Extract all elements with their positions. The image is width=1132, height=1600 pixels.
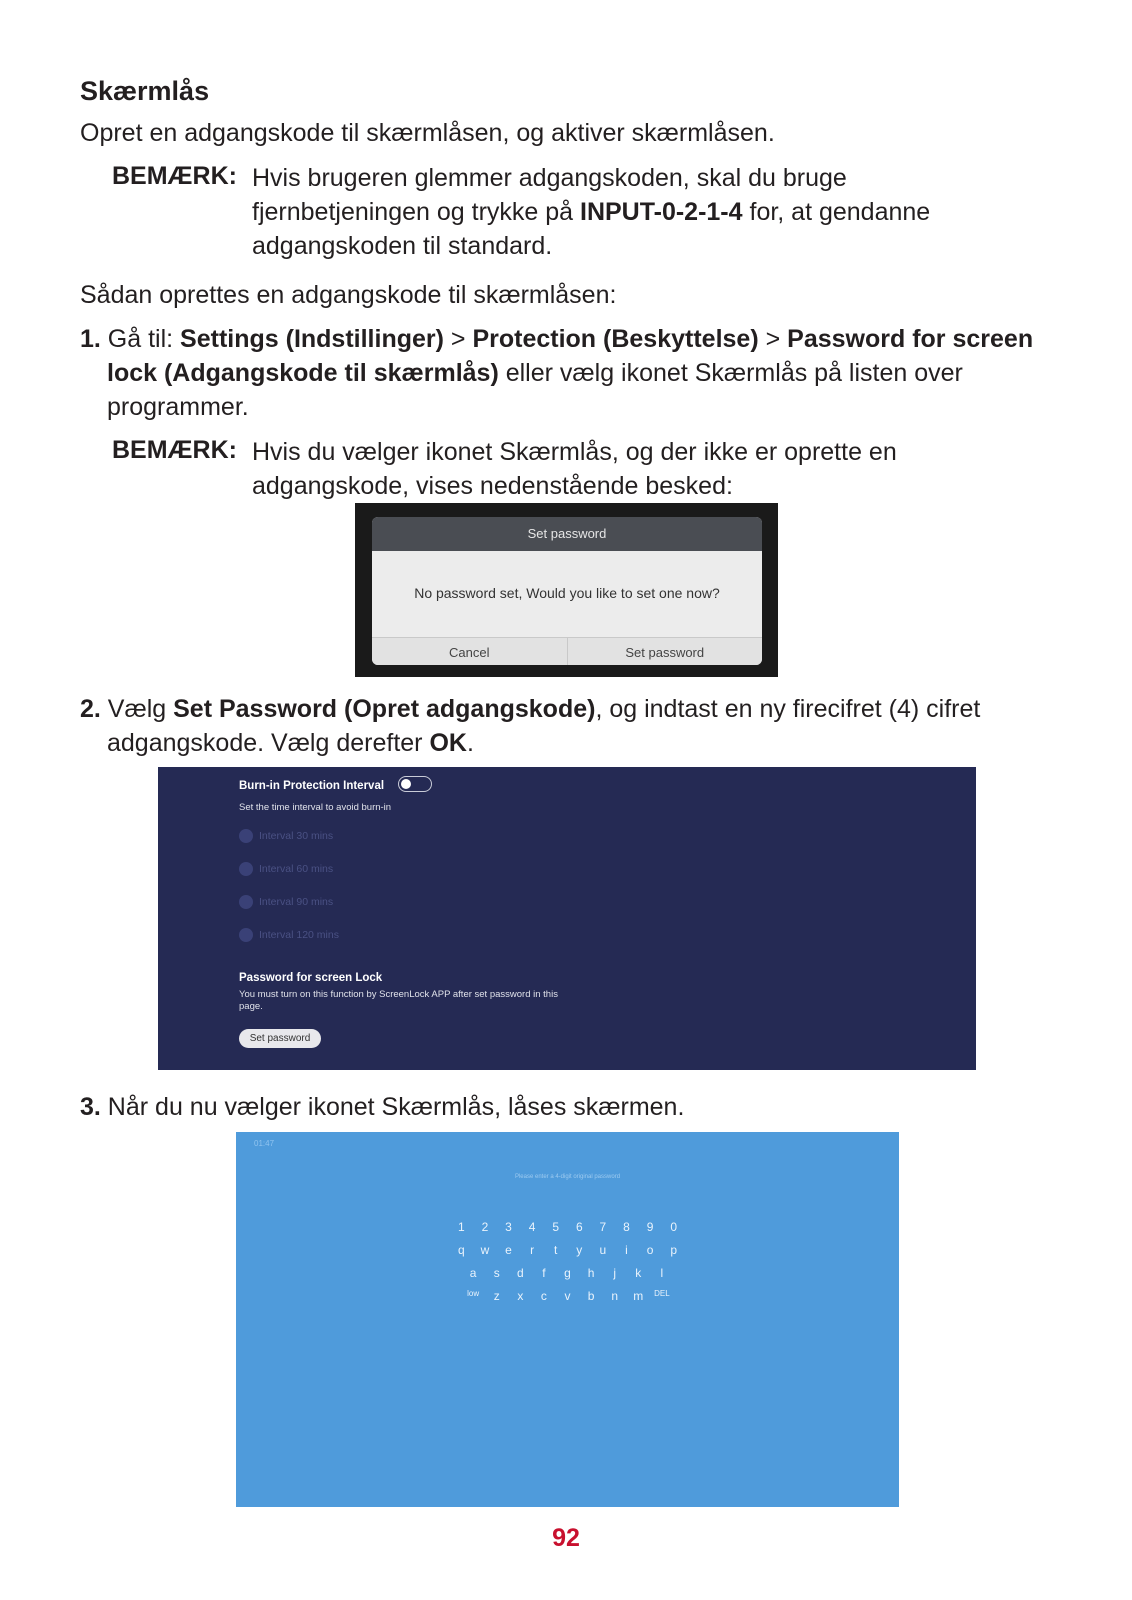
keyboard-key[interactable]: t [554, 1243, 558, 1257]
keyboard-key[interactable]: q [457, 1243, 465, 1257]
cancel-button[interactable]: Cancel [449, 645, 490, 660]
keyboard-key[interactable]: g [564, 1266, 571, 1280]
set-password-button[interactable]: Set password [239, 1029, 321, 1048]
page-number: 92 [552, 1524, 580, 1552]
note-text [252, 435, 897, 503]
burnin-title: Burn-in Protection Interval [239, 780, 385, 792]
radio-icon [239, 862, 253, 876]
keyboard-key[interactable]: DEL [654, 1289, 670, 1298]
keyboard-key[interactable]: 9 [646, 1220, 654, 1234]
step-text: > [758, 325, 788, 353]
interval-label: Interval 120 mins [259, 929, 339, 941]
step-text: Når du nu vælger ikonet Skærmlås, låses skærmen. [100, 1093, 685, 1121]
keyboard-row-digits [236, 1220, 899, 1234]
keyboard-key[interactable]: j [613, 1266, 617, 1280]
keyboard-key[interactable]: d [516, 1266, 524, 1280]
keyboard-key[interactable]: m [633, 1289, 644, 1303]
menu-path: lock (Adgangskode til skærmlås) [107, 359, 499, 387]
step-text: adgangskode. Vælg derefter [107, 729, 430, 757]
step-line [80, 726, 1080, 760]
keyboard-key[interactable]: u [599, 1243, 607, 1257]
clock: 01:47 [254, 1139, 275, 1148]
note-line: Hvis du vælger ikonet Skærmlås, og der ikke er oprette en [252, 438, 897, 466]
keyboard-key[interactable]: n [611, 1289, 619, 1303]
keyboard-key[interactable]: h [587, 1266, 595, 1280]
ok-label: OK [429, 729, 467, 757]
dialog-buttons [372, 637, 762, 665]
keyboard-key[interactable]: 8 [623, 1220, 630, 1234]
radio-icon [239, 928, 253, 942]
keyboard-key[interactable]: low [467, 1289, 480, 1298]
note-line: adgangskoden til standard. [252, 232, 553, 260]
burnin-subtitle: Set the time interval to avoid burn-in [239, 802, 392, 813]
keyboard-row-middle [236, 1266, 899, 1280]
keyboard-key[interactable]: i [625, 1243, 628, 1257]
note-text-run: for, at gendanne [742, 198, 931, 226]
interval-label: Interval 90 mins [259, 896, 334, 908]
interval-label: Interval 60 mins [259, 863, 334, 875]
step-2 [80, 692, 1080, 760]
keyboard-row-bottom [236, 1289, 899, 1303]
note-text [252, 161, 930, 263]
note-line: Hvis brugeren glemmer adgangskoden, skal du bruge [252, 164, 847, 192]
step-text: , og indtast en ny firecifret (4) cifret [595, 695, 981, 723]
step-text: > [443, 325, 473, 353]
keyboard-key[interactable]: e [505, 1243, 512, 1257]
keyboard-key[interactable]: s [493, 1266, 500, 1280]
step-line: programmer. [107, 393, 249, 421]
settings-screenshot [158, 767, 976, 1070]
radio-icon [239, 895, 253, 909]
step-3 [80, 1090, 684, 1124]
lockscreen-screenshot [236, 1132, 899, 1507]
password-section-title: Password for screen Lock [239, 972, 383, 984]
keyboard-key[interactable]: l [660, 1266, 664, 1280]
set-password-dialog [372, 517, 762, 665]
interval-option[interactable] [239, 928, 339, 942]
keyboard-key[interactable]: b [587, 1289, 595, 1303]
keyboard-key[interactable]: z [493, 1289, 500, 1303]
toggle-knob [401, 779, 411, 789]
step-line [80, 322, 1080, 356]
radio-icon [239, 829, 253, 843]
step-number: 2. [80, 695, 101, 723]
keyboard-key[interactable]: 0 [670, 1220, 678, 1234]
keyboard-key[interactable]: o [646, 1243, 654, 1257]
interval-option[interactable] [239, 829, 333, 843]
burnin-toggle[interactable] [398, 776, 432, 792]
password-prompt: Please enter a 4-digit original password [514, 1174, 621, 1180]
section-heading: Skærmlås [80, 76, 210, 106]
step-number: 3. [80, 1093, 101, 1121]
menu-path: Set Password (Opret adgangskode) [173, 695, 596, 723]
step-line [80, 692, 1080, 726]
step-text: eller vælg ikonet Skærmlås på listen over [498, 359, 963, 387]
step-text: . [466, 729, 474, 757]
keyboard-key[interactable]: 1 [457, 1220, 465, 1234]
set-password-button[interactable]: Set password [567, 638, 763, 665]
menu-path: Protection (Beskyttelse) [472, 325, 759, 353]
note-label: BEMÆRK: [112, 436, 237, 464]
keyboard-key[interactable]: v [564, 1289, 571, 1303]
step-1 [80, 322, 1080, 424]
interval-option[interactable] [239, 862, 333, 876]
note-text-run: fjernbetjeningen og trykke på [252, 198, 580, 226]
keyboard-row-top [236, 1243, 899, 1257]
note-line [252, 195, 930, 229]
menu-path: Settings (Indstillinger) [180, 325, 444, 353]
keyboard-key[interactable]: 3 [505, 1220, 512, 1234]
keyboard-key[interactable]: 6 [575, 1220, 583, 1234]
menu-path: Password for screen [787, 325, 1034, 353]
keyboard-key[interactable]: 5 [552, 1220, 560, 1234]
keyboard-key[interactable]: r [530, 1243, 535, 1257]
keyboard-key[interactable]: 4 [528, 1220, 536, 1234]
dialog-screenshot [355, 503, 778, 677]
interval-option[interactable] [239, 895, 333, 909]
interval-label: Interval 30 mins [259, 830, 334, 842]
keyboard-key[interactable]: w [480, 1243, 490, 1257]
step-text: Vælg [100, 695, 174, 723]
intro-text: Opret en adgangskode til skærmlåsen, og aktiver skærmlåsen. [80, 119, 775, 147]
note-line: adgangskode, vises nedenstående besked: [252, 472, 733, 500]
step-line [80, 356, 1080, 390]
howto-text: Sådan oprettes en adgangskode til skærmlåsen: [80, 281, 617, 309]
keyboard-key[interactable]: a [469, 1266, 477, 1280]
keyboard-key[interactable]: y [576, 1243, 583, 1257]
keyboard-key[interactable]: f [542, 1266, 546, 1280]
keyboard-key[interactable]: k [635, 1266, 642, 1280]
dialog-title: Set password [372, 517, 762, 551]
keyboard-key[interactable]: x [517, 1289, 524, 1303]
key-sequence: INPUT-0-2-1-4 [580, 198, 743, 226]
step-text: Gå til: [100, 325, 181, 353]
keyboard-key[interactable]: 2 [481, 1220, 489, 1234]
password-section-desc: You must turn on this function by ScreenLock APP after set password in this page. [239, 989, 558, 1012]
keyboard-key[interactable]: 7 [599, 1220, 607, 1234]
keyboard-key[interactable]: c [540, 1289, 547, 1303]
keyboard-key[interactable]: p [670, 1243, 678, 1257]
step-number: 1. [80, 325, 101, 353]
note-label: BEMÆRK: [112, 162, 237, 190]
dialog-message: No password set, Would you like to set one now? [414, 585, 720, 601]
